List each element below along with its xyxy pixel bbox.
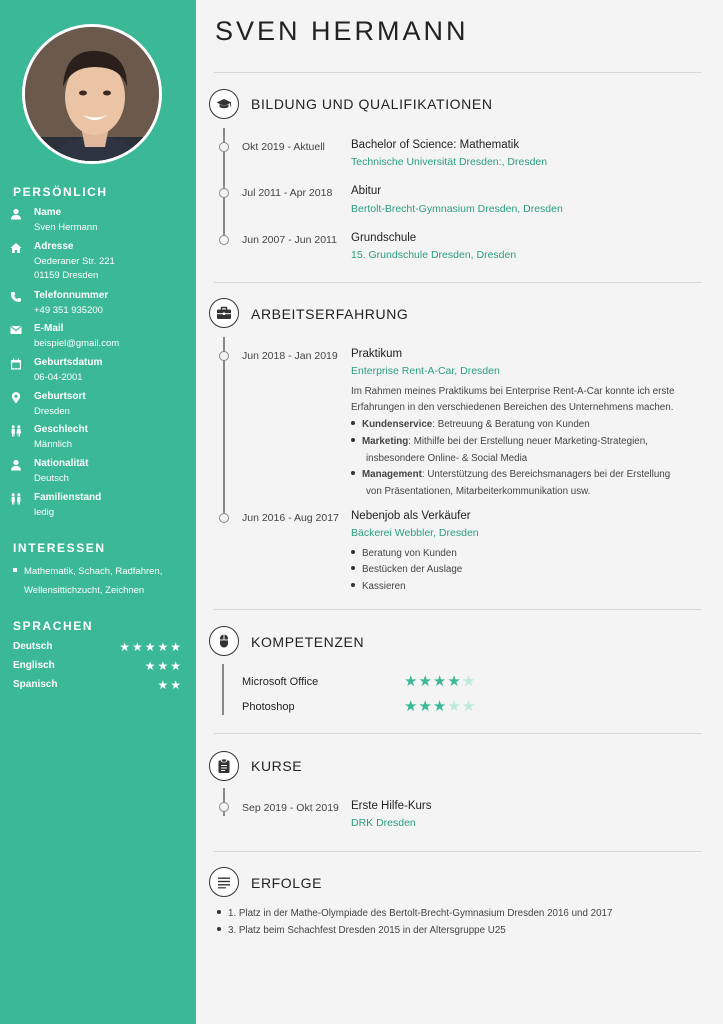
language-stars: ★★★ — [144, 659, 183, 673]
clipboard-icon — [209, 751, 239, 781]
bullet-icon — [13, 568, 17, 572]
entry-date: Sep 2019 - Okt 2019 — [242, 802, 339, 814]
personal-label: Familienstand — [34, 492, 102, 503]
entry-date: Jun 2007 - Jun 2011 — [242, 234, 337, 246]
bullet-icon — [351, 550, 355, 554]
briefcase-icon — [209, 298, 239, 328]
location-pin-icon — [10, 392, 22, 404]
personal-label: E-Mail — [34, 323, 64, 334]
description-line: Erfahrungen in den verschiedenen Bereichen des Unternehmens machen. — [351, 402, 674, 413]
personal-value: ledig — [34, 507, 55, 518]
section-title-courses: KURSE — [251, 758, 303, 774]
entry-place: Bertolt-Brecht-Gymnasium Dresden, Dresden — [351, 203, 563, 215]
entry-place: Enterprise Rent-A-Car, Dresden — [351, 365, 500, 377]
list-item — [351, 434, 648, 467]
list-lines-icon — [209, 867, 239, 897]
divider — [214, 609, 702, 610]
personal-label: Geburtsdatum — [34, 357, 103, 368]
bullet-icon — [351, 566, 355, 570]
entry-date: Okt 2019 - Aktuell — [242, 141, 325, 153]
person-icon — [10, 208, 22, 220]
personal-value: Sven Hermann — [34, 222, 98, 233]
entry-place: 15. Grundschule Dresden, Dresden — [351, 249, 517, 261]
personal-value — [34, 255, 115, 283]
interests-text: Wellensittichzucht, Zeichnen — [24, 585, 145, 596]
entry-place: Bäckerei Webbler, Dresden — [351, 527, 479, 539]
bullet-continuation: von Präsentationen, Mitarbeiterkommunikation usw. — [366, 485, 591, 497]
personal-label: Geschlecht — [34, 424, 88, 435]
personal-label: Geburtsort — [34, 391, 86, 402]
home-icon — [10, 242, 22, 254]
section-title-achievements: ERFOLGE — [251, 875, 323, 891]
bullet-continuation: insbesondere Online- & Social Media — [366, 452, 528, 464]
skill-name: Photoshop — [242, 701, 295, 713]
skill-name: Microsoft Office — [242, 676, 319, 688]
bullet-text: : Mithilfe bei der Erstellung neuer Marketing-Strategien, — [408, 436, 648, 447]
language-name: Spanisch — [13, 679, 58, 690]
interests-text: Mathematik, Schach, Radfahren, — [24, 566, 163, 577]
personal-label: Telefonnummer — [34, 290, 109, 301]
personal-value[interactable]: beispiel@gmail.com — [34, 338, 120, 349]
interests-heading: INTERESSEN — [13, 541, 106, 555]
personal-value: Männlich — [34, 439, 73, 450]
star-filled-icon: ★ — [404, 698, 419, 715]
graduation-cap-icon — [209, 89, 239, 119]
mouse-icon — [209, 626, 239, 656]
bullet-bold: Kundenservice — [362, 419, 433, 430]
list-item — [351, 579, 406, 596]
bullet-icon — [217, 910, 221, 914]
timeline-dot — [219, 188, 229, 198]
bullet-text: Bestücken der Auslage — [362, 564, 463, 575]
bullet-icon — [351, 421, 355, 425]
mail-icon — [10, 324, 22, 336]
bullet-text: : Unterstützung des Bereichsmanagers bei der Erstellung — [421, 469, 671, 480]
personal-value: Dresden — [34, 406, 70, 417]
personal-label: Adresse — [34, 241, 74, 252]
person-icon — [10, 459, 22, 471]
bullet-text: : Betreuung & Beratung von Kunden — [432, 419, 590, 430]
bullet-icon — [351, 438, 355, 442]
skill-rating — [404, 697, 476, 715]
entry-title: Abitur — [351, 185, 382, 197]
language-stars: ★★ — [157, 678, 183, 692]
languages-heading: SPRACHEN — [13, 619, 94, 633]
star-empty-icon: ★ — [461, 698, 477, 715]
profile-photo — [22, 24, 162, 164]
description-line: Im Rahmen meines Praktikums bei Enterprise Rent-A-Car konnte ich erste — [351, 386, 675, 397]
phone-icon — [10, 291, 22, 303]
timeline-dot — [219, 235, 229, 245]
gender-icon — [10, 425, 22, 437]
entry-date: Jun 2018 - Jan 2019 — [242, 350, 338, 362]
bullet-bold: Management — [362, 469, 422, 480]
bullet-text: Kassieren — [362, 581, 406, 592]
personal-value: +49 351 935200 — [34, 305, 103, 316]
timeline-dot — [219, 351, 229, 361]
star-filled-icon: ★ — [447, 673, 462, 690]
list-item — [217, 908, 612, 919]
entry-title: Bachelor of Science: Mathematik — [351, 139, 520, 151]
bullet-bold: Marketing — [362, 436, 409, 447]
entry-date: Jun 2016 - Aug 2017 — [242, 512, 339, 524]
entry-title: Grundschule — [351, 232, 417, 244]
interests-line — [13, 562, 188, 581]
divider — [214, 72, 702, 73]
star-filled-icon: ★ — [404, 673, 419, 690]
personal-label: Name — [34, 207, 62, 218]
entry-title: Praktikum — [351, 348, 403, 360]
list-item — [217, 925, 506, 936]
list-item — [351, 417, 590, 434]
timeline-dot — [219, 802, 229, 812]
entry-place: DRK Dresden — [351, 817, 416, 829]
language-row — [13, 641, 183, 655]
interests-list — [13, 562, 188, 600]
personal-label: Nationalität — [34, 458, 89, 469]
star-filled-icon: ★ — [432, 673, 448, 690]
address-street: Oederaner Str. 221 — [34, 256, 115, 267]
divider — [214, 282, 702, 283]
section-title-experience: ARBEITSERFAHRUNG — [251, 306, 409, 322]
divider — [214, 851, 702, 852]
entry-title: Nebenjob als Verkäufer — [351, 510, 471, 522]
star-empty-icon: ★ — [447, 698, 462, 715]
calendar-icon — [10, 358, 22, 370]
language-name: Deutsch — [13, 641, 53, 652]
skill-rating — [404, 672, 476, 690]
section-title-education: BILDUNG UND QUALIFIKATIONEN — [251, 96, 493, 112]
timeline-dot — [219, 142, 229, 152]
person-name: SVEN HERMANN — [215, 16, 469, 46]
list-item — [351, 546, 457, 563]
star-filled-icon: ★ — [432, 698, 448, 715]
bullet-text: Beratung von Kunden — [362, 548, 457, 559]
bullet-icon — [217, 927, 221, 931]
entry-title: Erste Hilfe-Kurs — [351, 800, 432, 812]
star-filled-icon: ★ — [418, 698, 433, 715]
list-item — [351, 467, 670, 500]
address-city: 01159 Dresden — [34, 270, 99, 281]
achievement-text: 1. Platz in der Mathe-Olympiade des Bertolt-Brecht-Gymnasium Dresden 2016 und 2017 — [228, 908, 613, 919]
timeline-line — [223, 337, 225, 523]
family-icon — [10, 493, 22, 505]
entry-place: Technische Universität Dresden:, Dresden — [351, 156, 548, 168]
language-name: Englisch — [13, 660, 55, 671]
timeline-dot — [219, 513, 229, 523]
skills-line — [222, 664, 224, 715]
sidebar — [0, 0, 196, 1024]
language-row — [13, 679, 183, 693]
entry-date: Jul 2011 - Apr 2018 — [242, 187, 333, 199]
divider — [214, 733, 702, 734]
entry-description — [351, 384, 696, 416]
personal-value: 06-04-2001 — [34, 372, 83, 383]
list-item — [351, 562, 462, 579]
personal-value: Deutsch — [34, 473, 69, 484]
bullet-icon — [351, 583, 355, 587]
star-filled-icon: ★ — [418, 673, 433, 690]
star-empty-icon: ★ — [461, 673, 477, 690]
personal-heading: PERSÖNLICH — [13, 185, 108, 199]
language-stars: ★★★★★ — [119, 640, 183, 654]
achievement-text: 3. Platz beim Schachfest Dresden 2015 in der Altersgruppe U25 — [228, 925, 506, 936]
section-title-skills: KOMPETENZEN — [251, 634, 365, 650]
language-row — [13, 660, 183, 674]
bullet-icon — [351, 471, 355, 475]
